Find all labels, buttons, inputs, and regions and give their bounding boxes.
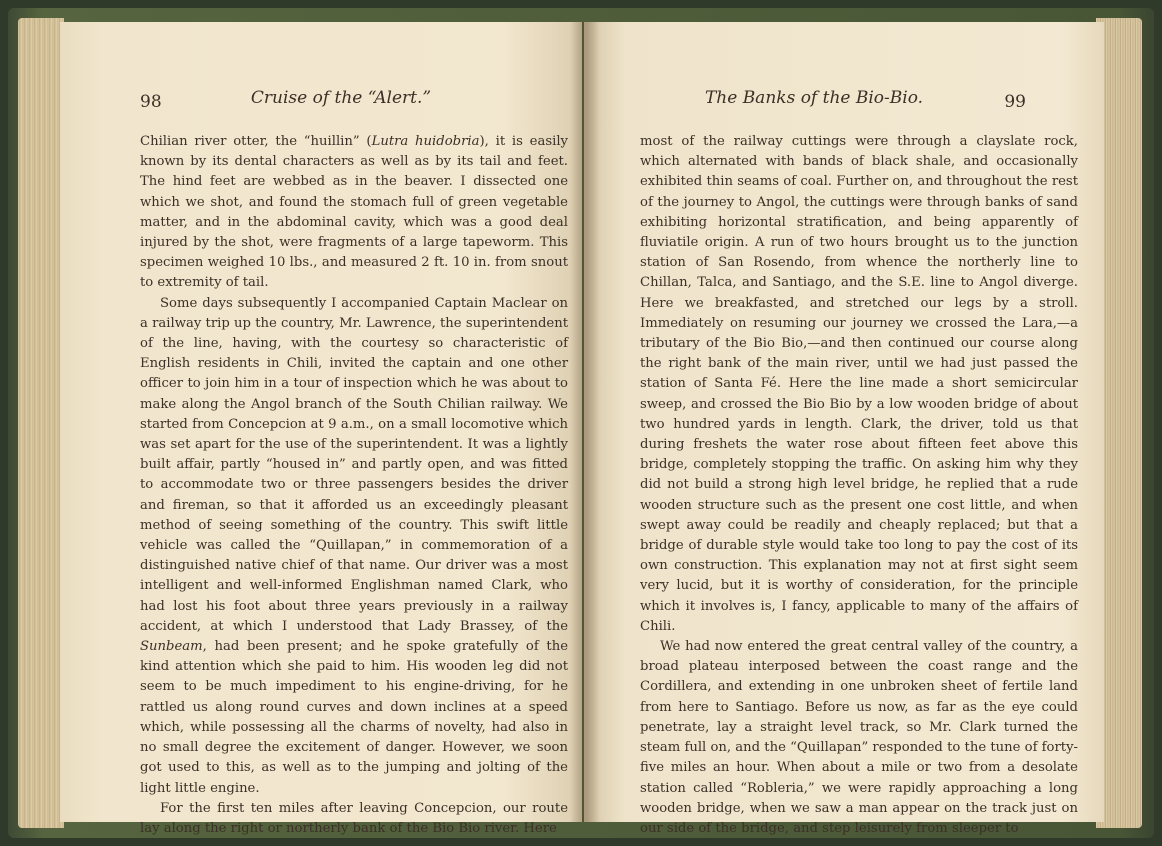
book-gutter: [570, 22, 600, 822]
text-run: , had been present; and he spoke gratefully of the kind attention which she paid to him. His wooden leg did not seem to be much impediment to his engine-driving, for he rattled us along round curves and down inclines at a speed which, while possessing all the charms of novelty, had also in no small degree the excitement of danger. However, we soon got used to this, as well as to the jumping and jolting of the light little engine.: [140, 639, 568, 796]
paragraph: [140, 132, 568, 294]
italic-text: Lutra huidobria: [371, 134, 480, 149]
left-page-number: 98: [140, 92, 162, 112]
paragraph: [140, 294, 568, 799]
text-run: We had now entered the great central valley of the country, a broad plateau interposed between the coast range and the Cordillera, and extending in one unbroken sheet of fertile land from here to Santiago. Before us now, as far as the eye could penetrate, lay a straight level track, so Mr. Clark turned the steam full on, and the “Quillapan” responded to the tune of forty-five miles an hour. When about a mile or two from a desolate station called “Robleria,” we were rapidly approaching a long wooden bridge, when we saw a man appear on the track just on our side of the bridge, and step leisurely from sleeper to: [640, 639, 1078, 836]
left-running-head: [60, 88, 582, 116]
paragraph: [640, 132, 1078, 637]
left-running-title: Cruise of the “Alert.”: [250, 88, 432, 108]
page-edges-left: [18, 18, 64, 828]
right-page: [584, 22, 1104, 836]
text-run: For the first ten miles after leaving Concepcion, our route lay along the right or northerly bank of the Bio Bio river. Here: [140, 800, 568, 836]
right-running-head: [584, 88, 1104, 116]
text-run: Some days subsequently I accompanied Captain Maclear on a railway trip up the country, Mr. Lawrence, the superintendent of the line, having, with the courtesy so characteristic of English residents in Chili, invited the captain and one other officer to join him in a tour of inspection which he was about to make along the Angol branch of the South Chilian railway. We started from Concepcion at 9 a.m., on a small locomotive which was set apart for the use of the superintendent. It was a lightly built affair, partly “housed in” and partly open, and was fitted to accommodate two or three passengers besides the driver and fireman, so that it afforded us an exceedingly pleasant method of seeing something of the country. This swift little vehicle was called the “Quillapan,” in commemoration of a distinguished native chief of that name. Our driver was a most intelligent and well-informed Englishman named Clark, who had lost his foot about three years previously in a railway accident, at which I understood that Lady Brassey, of the: [140, 295, 568, 634]
left-page-text: [140, 132, 568, 839]
text-run: Chilian river otter, the “huillin” (: [140, 134, 372, 149]
right-running-title: The Banks of the Bio-Bio.: [704, 88, 924, 108]
left-page: [60, 22, 582, 836]
text-run: ), it is easily known by its dental characters as well as by its tail and feet. The hind feet are webbed as in the beaver. I dissected one which we shot, and found the stomach full of green vegetable matter, and in the abdominal cavity, which was a good deal injured by the shot, were fragments of a large tapeworm. This specimen weighed 10 lbs., and measured 2 ft. 10 in. from snout to extremity of tail.: [140, 134, 568, 291]
paragraph: [140, 799, 568, 839]
right-page-number: 99: [1004, 92, 1026, 112]
paragraph: [640, 637, 1078, 839]
text-run: most of the railway cuttings were through a clayslate rock, which alternated with bands of black shale, and occasionally exhibited thin seams of coal. Further on, and throughout the rest of the journey to Angol, the cuttings were through banks of sand exhibiting horizontal stratification, and being apparently of fluviatile origin. A run of two hours brought us to the junction station of San Rosendo, from whence the northerly line to Chillan, Talca, and Santiago, and the S.E. line to Angol diverge. Here we breakfasted, and stretched our legs by a stroll. Immediately on resuming our journey we crossed the Lara,—a tributary of the Bio Bio,—and then continued our course along the right bank of the main river, until we had just passed the station of Santa Fé. Here the line made a short semicircular sweep, and crossed the Bio Bio by a low wooden bridge of about two hundred yards in length. Clark, the driver, told us that during freshets the water rose about fifteen feet above this bridge, completely stopping the traffic. On asking him why they did not build a strong high level bridge, he replied that a rude wooden structure such as the present one cost little, and when swept away could be readily and cheaply replaced; but that a bridge of durable style would take too long to pay the cost of its own construction. This explanation may not at first sight seem very lucid, but it is worthy of consideration, for the principle which it involves is, I fancy, applicable to many of the affairs of Chili.: [640, 134, 1078, 634]
italic-text: Sunbeam: [140, 639, 203, 655]
right-page-text: [640, 132, 1078, 839]
